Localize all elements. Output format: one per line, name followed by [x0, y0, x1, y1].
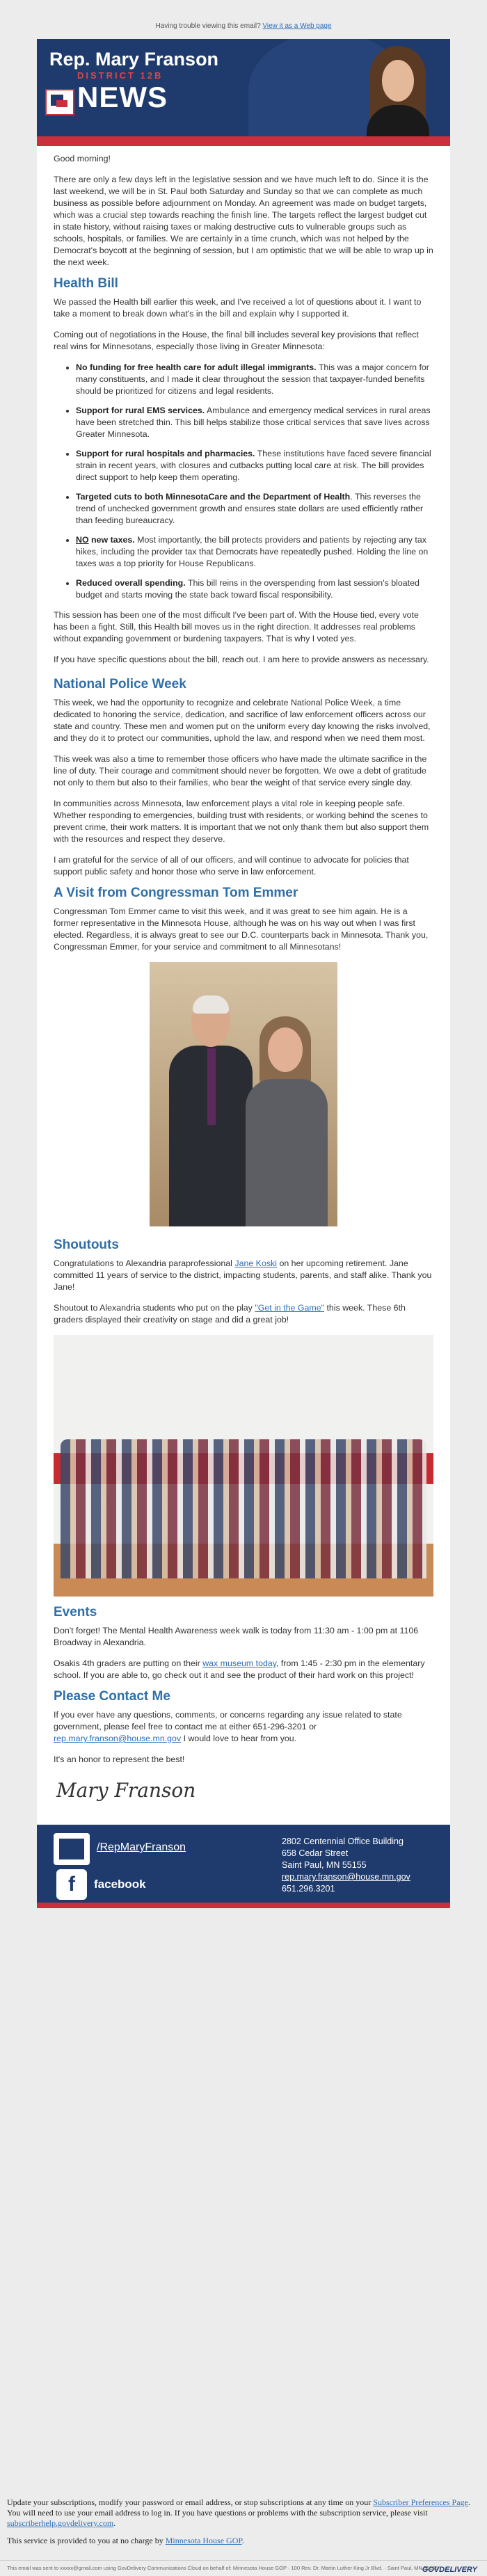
list-item: • Targeted cuts to both MinnesotaCare and the Department of Health. This reverses the trend of unchecked government growth and ensures state dollars are used efficiently rather than feeding bureaucracy.	[76, 491, 433, 527]
office-city: Saint Paul, MN 55155	[282, 1860, 367, 1870]
district-label: DISTRICT 12B	[77, 70, 163, 81]
office-building: 2802 Centennial Office Building	[282, 1837, 404, 1846]
rep-portrait	[360, 39, 436, 136]
contact-email-link[interactable]: rep.mary.franson@house.mn.gov	[54, 1734, 182, 1743]
students-group-photo	[54, 1335, 433, 1597]
emmer-visit-heading: A Visit from Congressman Tom Emmer	[54, 886, 298, 900]
minnesota-house-gop-logo-icon	[54, 1833, 90, 1865]
contact-paragraph: If you ever have any questions, comments, or concerns regarding any issue related to state government, please feel free to contact me at either 651-296-3201 or rep.mary.franson@house.mn.gov I would love to hear from you.	[54, 1710, 402, 1743]
office-address	[282, 1836, 410, 1895]
list-item: • Support for rural hospitals and pharmacies. These institutions have faced severe financial strain in recent years, with closures and cutbacks putting local care at risk. The bill provides direct support to help keep them operating.	[76, 448, 433, 483]
events-paragraph-1: Don't forget! The Mental Health Awareness week walk is today from 11:30 am - 1:00 pm at 1106 Broadway in Alexandria.	[54, 1626, 419, 1647]
rep-name: Rep. Mary Franson	[49, 49, 219, 70]
police-paragraph-2: This week was also a time to remember those officers who have made the ultimate sacrifice in the line of duty. Their courage and commitment should never be forgotten. We owe a debt of gratitude not only to them but also to their families, who bear the weight of that service every single day.	[54, 754, 427, 787]
list-item: • No funding for free health care for adult illegal immigrants. This was a major concern for many constituents, and I made it clear throughout the session that taxpayer-funded benefits should be prioritized for citizens and legal residents.	[76, 362, 433, 397]
health-paragraph-1: We passed the Health bill earlier this week, and I've received a lot of questions about it. I want to take a moment to break down what's in the bill and explain why I supported it.	[54, 297, 422, 319]
footer-contact-block	[37, 1825, 450, 1903]
police-week-heading: National Police Week	[54, 677, 186, 691]
subscriber-preferences-link[interactable]: Subscriber Preferences Page	[373, 2497, 468, 2507]
intro-paragraph: There are only a few days left in the legislative session and we have much left to do. Since it is the last weekend, we will be in St. Paul both Saturday and Sunday so that we can complete as much business as possible before adjournment on Monday. An agreement was made on budget targets, which was a crucial step towards reaching the finish line. The targets reflect the largest budget cut in state history, without raising taxes or making destructive cuts to vulnerable groups such as schools, hospitals, or families. We are certainly in a time crunch, which was not helped by the Democrat's boycott at the beginning of session, but I am optimistic that we will be able to wrap up in the next week.	[54, 175, 433, 267]
facebook-icon[interactable]: f	[56, 1869, 87, 1900]
health-bill-heading: Health Bill	[54, 276, 118, 291]
health-provisions-list	[54, 362, 433, 601]
list-item: • Reduced overall spending. This bill reins in the overspending from last session's bloated budget and starts moving the state back toward fiscal responsibility.	[76, 577, 433, 601]
shoutout-paragraph-2: Shoutout to Alexandria students who put on the play "Get in the Game" this week. These 6th graders displayed their creativity on stage and did a great job!	[54, 1303, 406, 1325]
footer-phone: 651.296.3201	[282, 1884, 335, 1894]
list-item: • Support for rural EMS services. Ambulance and emergency medical services in rural areas have been stretched thin. This bill helps stabilize those critical services that save lives across Greater Minnesota.	[76, 405, 433, 440]
email-body	[37, 39, 450, 1908]
minnesota-logo-icon	[45, 89, 74, 115]
closing-line: It's an honor to represent the best!	[54, 1754, 185, 1764]
service-notice: This service is provided to you at no charge by Minnesota House GOP.	[7, 2536, 244, 2545]
events-paragraph-2: Osakis 4th graders are putting on their wax museum today, from 1:45 - 2:30 pm in the elementary school. If you are able to, go check out it and see the product of their hard work on this project!	[54, 1658, 425, 1680]
header-banner	[37, 39, 450, 136]
header-red-bar	[37, 136, 450, 146]
fineprint-text: This email was sent to xxxxx@gmail.com using GovDelivery Communications Cloud on behalf of: Minnesota House GOP · 100 Rev. Dr. Martin Luther King Jr Blvd. · Saint Paul, MN 55155	[7, 2565, 438, 2571]
subscriber-help-link[interactable]: subscriberhelp.govdelivery.com	[7, 2518, 114, 2528]
govdelivery-logo[interactable]: GOVDELIVERY	[422, 2566, 477, 2574]
facebook-handle-link[interactable]: /RepMaryFranson	[97, 1841, 186, 1853]
top-notice-text: Having trouble viewing this email?	[155, 22, 261, 30]
shoutouts-heading: Shoutouts	[54, 1238, 119, 1252]
emmer-franson-photo	[150, 962, 337, 1226]
top-notice	[0, 0, 487, 33]
greeting: Good morning!	[54, 154, 111, 163]
subscription-footer	[0, 2497, 487, 2576]
contact-heading: Please Contact Me	[54, 1689, 170, 1704]
fineprint	[0, 2560, 487, 2576]
facebook-label: facebook	[94, 1878, 146, 1891]
events-heading: Events	[54, 1605, 97, 1619]
footer-email-link[interactable]: rep.mary.franson@house.mn.gov	[282, 1872, 410, 1882]
shoutout-paragraph-1: Congratulations to Alexandria paraprofessional Jane Koski on her upcoming retirement. Jane committed 11 years of service to the district, impacting students, parents, and staff alike. Thank you Jane!	[54, 1258, 432, 1292]
get-in-the-game-link[interactable]: "Get in the Game"	[255, 1303, 325, 1313]
health-paragraph-2: Coming out of negotiations in the House, the final bill includes several key provisions that reflect real wins for Minnesotans, especially those living in Greater Minnesota:	[54, 330, 419, 351]
news-title: NEWS	[77, 81, 168, 113]
police-paragraph-4: I am grateful for the service of all of our officers, and will continue to advocate for policies that support public safety and honor those who serve in law enforcement.	[54, 855, 409, 877]
signature-image: Mary Franson	[56, 1779, 196, 1802]
office-street: 658 Cedar Street	[282, 1848, 349, 1858]
police-paragraph-1: This week, we had the opportunity to recognize and celebrate National Police Week, a time dedicated to honoring the service, dedication, and sacrifice of law enforcement officers across our state and country. These men and women put on the uniform every day knowing the risks involved, and they do it to protect our communities, uphold the law, and respond when we need them most.	[54, 698, 431, 743]
health-paragraph-4: If you have specific questions about the bill, reach out. I am here to provide answers as necessary.	[54, 655, 429, 664]
health-paragraph-3: This session has been one of the most difficult I've been part of. With the House tied, every vote has been a fight. Still, this Health bill moves us in the right direction. It addresses real problems without expanding government or burdening taxpayers. That is why I voted yes.	[54, 610, 419, 643]
jane-koski-link[interactable]: Jane Koski	[234, 1258, 277, 1268]
newsletter-content	[37, 146, 450, 1819]
wax-museum-link[interactable]: wax museum today	[202, 1658, 277, 1668]
emmer-paragraph: Congressman Tom Emmer came to visit this week, and it was great to see him again. He is a former representative in the Minnesota House, although he was on his way out when I was first elected. Regardless, it is always great to see our D.C. counterparts back in Minnesota. Thank you, Congressman Emmer, for your service and commitment to all Minnesotans!	[54, 906, 429, 952]
view-web-page-link[interactable]: View it as a Web page	[262, 22, 332, 30]
police-paragraph-3: In communities across Minnesota, law enforcement plays a vital role in keeping people safe. Whether responding to emergencies, building trust with residents, or working behind the scenes to prevent crime, their work matters. It is important that we not only thank them but also support them with the resources and respect they deserve.	[54, 799, 429, 844]
footer-red-bar	[37, 1903, 450, 1908]
subscription-notice: Update your subscriptions, modify your password or email address, or stop subscriptions at any time on your Subscriber Preferences Page. You will need to use your email address to log in. If you have questions or problems with the subscription service, please visit subscriberhelp.govdelivery.com.	[7, 2497, 470, 2528]
list-item: • NO new taxes. Most importantly, the bill protects providers and patients by rejecting any tax hikes, including the provider tax that Democrats have repeatedly pushed. Holding the line on taxes was a top priority for House Republicans.	[76, 534, 433, 570]
signature	[54, 1775, 433, 1819]
minnesota-house-gop-link[interactable]: Minnesota House GOP	[165, 2536, 242, 2545]
